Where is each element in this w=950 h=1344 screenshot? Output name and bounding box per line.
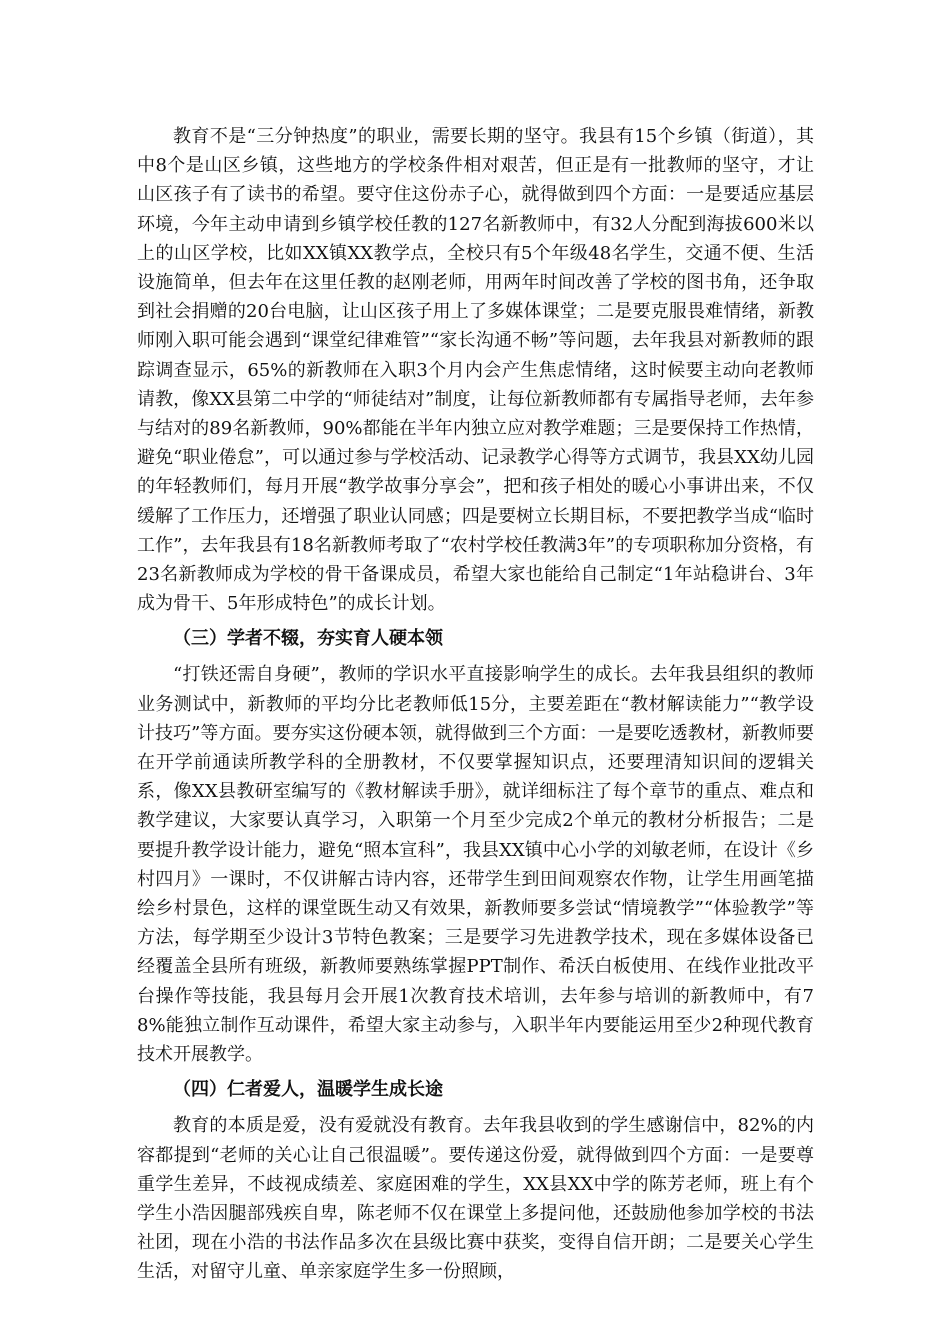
body-paragraph-1: 教育不是“三分钟热度”的职业，需要长期的坚守。我县有15个乡镇（街道），其中8个是山区乡镇，这些地方的学校条件相对艰苦，但正是有一批教师的坚守，才让山区孩子有了读书的希望。要守住这份赤子心，就得做到四个方面：一是要适应基层环境，今年主动申请到乡镇学校任教的127名新教师中，有32人分配到海拔600米以上的山区学校，比如XX镇XX教学点，全校只有5个年级48名学生，交通不便、生活设施简单，但去年在这里任教的赵刚老师，用两年时间改善了学校的图书角，还争取到社会捐赠的20台电脑，让山区孩子用上了多媒体课堂；二是要克服畏难情绪，新教师刚入职可能会遇到“课堂纪律难管”“家长沟通不畅”等问题，去年我县对新教师的跟踪调查显示，65%的新教师在入职3个月内会产生焦虑情绪，这时候要主动向老教师请教，像XX县第二中学的“师徒结对”制度，让每位新教师都有专属指导老师，去年参与结对的89名新教师，90%都能在半年内独立应对教学难题；三是要保持工作热情，避免“职业倦怠”，可以通过参与学校活动、记录教学心得等方式调节，我县XX幼儿园的年轻教师们，每月开展“教学故事分享会”，把和孩子相处的暖心小事讲出来，不仅缓解了工作压力，还增强了职业认同感；四是要树立长期目标，不要把教学当成“临时工作”，去年我县有18名新教师考取了“农村学校任教满3年”的专项职称加分资格，有23名新教师成为学校的骨干备课成员，希望大家也能给自己制定“1年站稳讲台、3年成为骨干、5年形成特色”的成长计划。	[137, 126, 814, 615]
document-page	[137, 122, 814, 1287]
body-paragraph-3: 教育的本质是爱，没有爱就没有教育。去年我县收到的学生感谢信中，82%的内容都提到“老师的关心让自己很温暖”。要传递这份爱，就得做到四个方面：一是要尊重学生差异，不歧视成绩差、家庭困难的学生，XX县XX中学的陈芳老师，班上有个学生小浩因腿部残疾自卑，陈老师不仅在课堂上多提问他，还鼓励他参加学校的书法社团，现在小浩的书法作品多次在县级比赛中获奖，变得自信开朗；二是要关心学生生活，对留守儿童、单亲家庭学生多一份照顾，	[137, 1115, 814, 1283]
section-heading-4: （四）仁者爱人，温暖学生成长途	[173, 1079, 443, 1101]
body-paragraph-2: “打铁还需自身硬”，教师的学识水平直接影响学生的成长。去年我县组织的教师业务测试中，新教师的平均分比老教师低15分，主要差距在“教材解读能力”“教学设计技巧”等方面。要夯实这份硬本领，就得做到三个方面：一是要吃透教材，新教师要在开学前通读所教学科的全册教材，不仅要掌握知识点，还要理清知识间的逻辑关系，像XX县教研室编写的《教材解读手册》，就详细标注了每个章节的重点、难点和教学建议，大家要认真学习，入职第一个月至少完成2个单元的教材分析报告；二是要提升教学设计能力，避免“照本宣科”，我县XX镇中心小学的刘敏老师，在设计《乡村四月》一课时，不仅讲解古诗内容，还带学生到田间观察农作物，让学生用画笔描绘乡村景色，这样的课堂既生动又有效果，新教师要多尝试“情境教学”“体验教学”等方法，每学期至少设计3节特色教案；三是要学习先进教学技术，现在多媒体设备已经覆盖全县所有班级，新教师要熟练掌握PPT制作、希沃白板使用、在线作业批改平台操作等技能，我县每月会开展1次教育技术培训，去年参与培训的新教师中，有78%能独立制作互动课件，希望大家主动参与，入职半年内要能运用至少2种现代教育技术开展教学。	[137, 664, 814, 1066]
section-heading-3: （三）学者不辍，夯实育人硬本领	[173, 628, 443, 650]
